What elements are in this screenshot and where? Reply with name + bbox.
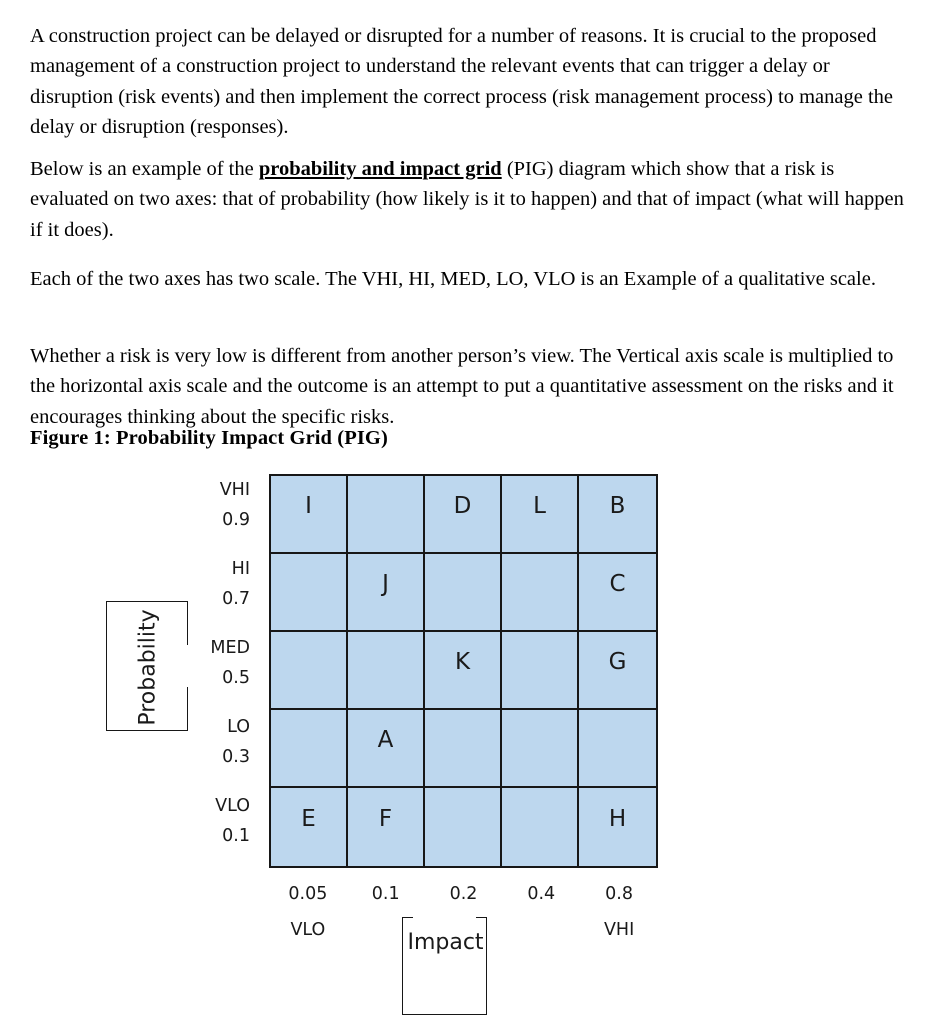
grid-cell-hi-0.1: J — [348, 554, 425, 632]
paragraph-scales: Each of the two axes has two scale. The VHI, HI, MED, LO, VLO is an Example of a qualitative scale. — [30, 267, 876, 290]
grid-cell-hi-0.8: C — [579, 554, 656, 632]
figure-caption: Figure 1: Probability Impact Grid (PIG) — [30, 427, 388, 449]
y-axis-title: Probability — [135, 608, 161, 726]
y-axis-title-box — [106, 601, 188, 731]
grid-cell-med-0.1 — [348, 632, 425, 710]
grid-cell-med-0.8: G — [579, 632, 656, 710]
paragraph-pig-after: (PIG) diagram which show that a risk is evaluated on two axes: that of probability (how likely is it to happen) and that of impact (what will happen if it does). — [30, 157, 904, 241]
grid-cell-vlo-0.1: F — [348, 788, 425, 866]
grid-cell-hi-0.2 — [425, 554, 502, 632]
paragraph-assessment: Whether a risk is very low is different from another person’s view. The Vertical axis scale is multiplied to the horizontal axis scale and the outcome is an attempt to put a quantitative assessment on the risks and it encourages thinking about the specific risks. — [30, 344, 894, 428]
x-axis-title: Impact — [407, 930, 484, 955]
grid-cell-vlo-0.4 — [502, 788, 579, 866]
y-axis-tick-lo-value: 0.3 — [222, 747, 250, 767]
paragraph-pig-before: Below is an example of the — [30, 157, 259, 180]
y-axis-tick-vlo-qualitative: VLO — [215, 796, 250, 816]
grid-cell-vhi-0.2: D — [425, 476, 502, 554]
grid-cell-lo-0.8 — [579, 710, 656, 788]
y-axis-tick-hi-value: 0.7 — [222, 589, 250, 609]
x-axis-tick-1: 0.1 — [371, 884, 400, 904]
x-axis-qualitative-vlo: VLO — [290, 920, 326, 940]
grid-cell-vhi-0.4: L — [502, 476, 579, 554]
grid-cell-med-0.2: K — [425, 632, 502, 710]
x-axis-tick-labels — [269, 884, 658, 908]
x-axis-tick-2: 0.2 — [449, 884, 478, 904]
grid-cell-hi-0.05 — [271, 554, 348, 632]
paragraph-intro: A construction project can be delayed or disrupted for a number of reasons. It is crucial to the proposed management of a construction project to understand the relevant events that can trigger a delay or disruption (risk events) and then implement the correct process (risk management process) to manage the delay or disruption (responses). — [30, 24, 894, 138]
grid-cell-vhi-0.1 — [348, 476, 425, 554]
grid-cell-vlo-0.8: H — [579, 788, 656, 866]
y-axis-tick-vhi — [150, 480, 250, 530]
grid-cell-vlo-0.2 — [425, 788, 502, 866]
grid-cell-lo-0.2 — [425, 710, 502, 788]
y-axis-tick-vlo — [150, 796, 250, 846]
y-axis-tick-vhi-value: 0.9 — [222, 510, 250, 530]
grid-cell-lo-0.05 — [271, 710, 348, 788]
x-axis-tick-3: 0.4 — [527, 884, 556, 904]
y-axis-tick-vhi-qualitative: VHI — [219, 480, 250, 500]
pig-grid — [269, 474, 658, 868]
x-axis-qualitative-vhi: VHI — [603, 920, 635, 940]
grid-cell-med-0.05 — [271, 632, 348, 710]
x-axis-tick-0: 0.05 — [288, 884, 328, 904]
x-axis-title-box — [402, 917, 487, 1015]
y-axis-tick-med-value: 0.5 — [222, 668, 250, 688]
y-axis-tick-med-qualitative: MED — [210, 638, 250, 658]
y-axis-title-text-wrap — [107, 602, 189, 732]
grid-cell-lo-0.1: A — [348, 710, 425, 788]
y-axis-tick-lo-qualitative: LO — [227, 717, 250, 737]
x-axis-tick-4: 0.8 — [605, 884, 634, 904]
grid-cell-vlo-0.05: E — [271, 788, 348, 866]
grid-cell-vhi-0.8: B — [579, 476, 656, 554]
emphasis-probability-and-impact-grid: probability and impact grid — [258, 157, 502, 180]
grid-cell-lo-0.4 — [502, 710, 579, 788]
grid-cell-med-0.4 — [502, 632, 579, 710]
grid-cell-hi-0.4 — [502, 554, 579, 632]
grid-cell-vhi-0.05: I — [271, 476, 348, 554]
x-axis-title-box-gap — [413, 915, 476, 920]
x-axis-qualitative-3 — [502, 920, 580, 944]
y-axis-tick-hi-qualitative: HI — [231, 559, 250, 579]
y-axis-tick-vlo-value: 0.1 — [222, 826, 250, 846]
